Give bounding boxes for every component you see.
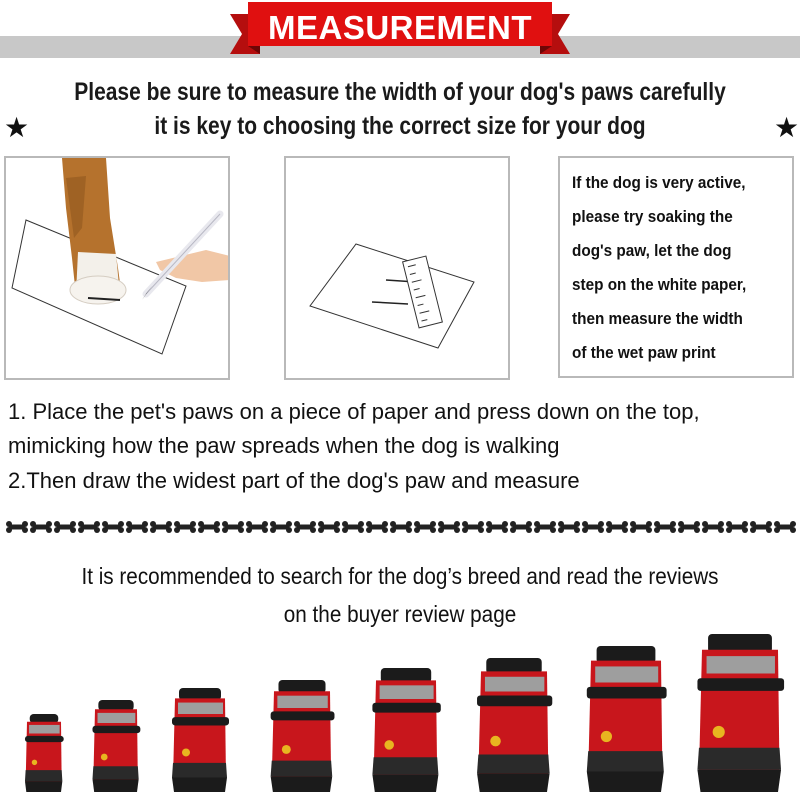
bone-icon [678,521,700,533]
boot-size-row [0,630,800,800]
tip-line: please try soaking the [572,207,733,226]
dog-boot [25,714,64,792]
tip-box [558,156,794,378]
bone-icon [54,521,76,533]
dog-boot [92,700,140,792]
star-icon: ★ [4,112,30,143]
dog-boot [587,646,667,792]
bone-icon [246,521,268,533]
bone-icon [534,521,556,533]
ruler-measure-image [284,156,510,380]
bone-icon [270,521,292,533]
bone-icon [78,521,100,533]
bone-icon [510,521,532,533]
step-1-line-2: mimicking how the paw spreads when the dog is walking [8,433,560,458]
dog-boot [477,658,552,792]
paw-tracing-image [4,156,230,380]
bone-icon [294,521,316,533]
bone-icon [150,521,172,533]
step-2-line: 2.Then draw the widest part of the dog's paw and measure [8,468,580,493]
ruler-illustration [286,158,508,378]
bone-icon [462,521,484,533]
bone-icon [174,521,196,533]
bone-icon [222,521,244,533]
bone-icon [390,521,412,533]
bone-icon [438,521,460,533]
bone-icon [630,521,652,533]
recommendation-line-1: It is recommended to search for the dog’s breed and read the reviews [81,563,719,589]
bone-icon [366,521,388,533]
bone-icon [318,521,340,533]
bone-icon [6,521,28,533]
dog-paw-illustration [6,158,228,378]
bone-icon [582,521,604,533]
tip-line: step on the white paper, [572,275,747,294]
tip-line: dog's paw, let the dog [572,241,732,260]
banner-title: MEASUREMENT [267,9,532,46]
star-icon: ★ [774,112,800,143]
bone-divider [4,519,796,535]
step-1-line-1: 1. Place the pet's paws on a piece of paper and press down on the top, [8,399,700,424]
bone-icon [606,521,628,533]
tip-line: then measure the width [572,309,743,328]
bone-icon [654,521,676,533]
tip-line: of the wet paw print [572,343,716,362]
recommendation-line-2: on the buyer review page [283,601,517,627]
dog-boot-illustration [0,630,800,800]
bone-icon [774,521,796,533]
dog-boot [271,680,335,792]
bone-icon [558,521,580,533]
bone-icon [750,521,772,533]
bone-icon [30,521,52,533]
bone-icon [102,521,124,533]
bone-icon [342,521,364,533]
bone-icon [726,521,748,533]
bone-icon [486,521,508,533]
bone-icon [198,521,220,533]
dog-boot [372,668,440,792]
tip-line: If the dog is very active, [572,173,746,192]
dog-boot [697,634,784,792]
bone-icon [414,521,436,533]
headline-line-1: Please be sure to measure the width of your dog's paws carefully [74,78,726,106]
bone-icon [702,521,724,533]
bone-icon [126,521,148,533]
dog-boot [172,688,229,792]
headline-line-2: it is key to choosing the correct size for your dog [154,112,646,140]
